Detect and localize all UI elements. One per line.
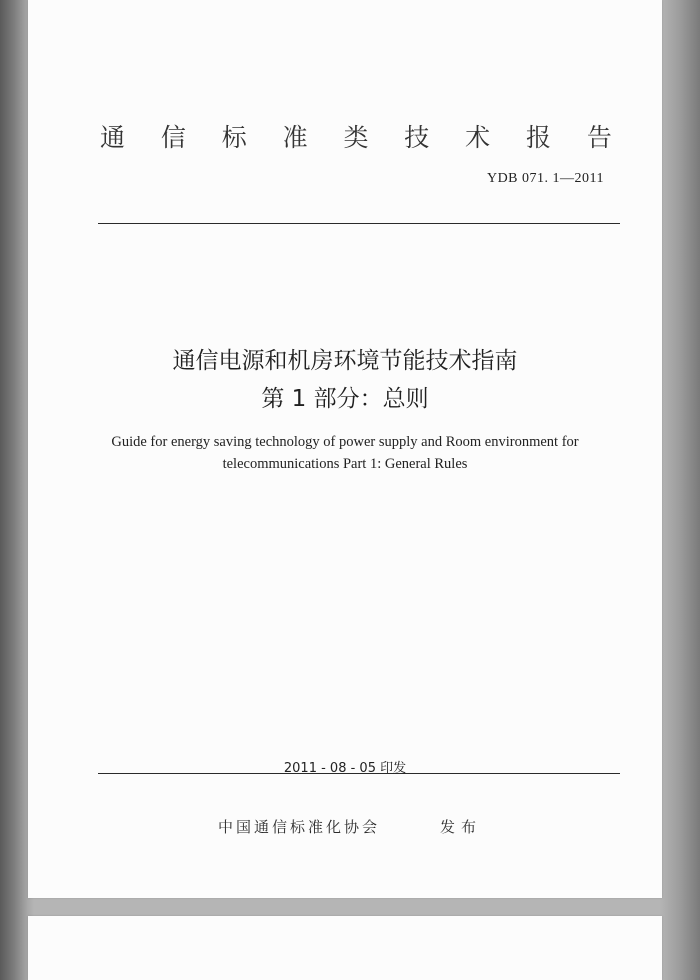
- report-type-char: 告: [586, 123, 612, 152]
- next-page-edge: [28, 916, 662, 980]
- document-number: YDB 071. 1—2011: [486, 171, 604, 186]
- report-type-char: 信: [160, 123, 186, 152]
- report-type-char: 报: [526, 123, 552, 152]
- header-divider: [98, 223, 620, 224]
- report-type-char: 通: [100, 123, 126, 152]
- issue-date: 2011 - 08 - 05 印发: [283, 761, 407, 776]
- footer-divider: [98, 773, 620, 774]
- title-cn-line2: 第 1 部分：总则: [261, 386, 429, 412]
- title-cn-line1: 通信电源和机房环境节能技术指南: [172, 348, 518, 374]
- report-type-char: 准: [282, 123, 308, 152]
- report-type-char: 技: [404, 123, 430, 152]
- title-en-line1: Guide for energy saving technology of power supply and Room environment for: [111, 434, 579, 450]
- report-type-char: 类: [343, 123, 369, 152]
- publish-label: 发布: [440, 818, 483, 836]
- report-type-char: 术: [465, 123, 491, 152]
- document-cover-page: [28, 0, 662, 898]
- report-type-char: 标: [221, 123, 247, 152]
- report-type-heading: [100, 118, 612, 154]
- title-en-line2: telecommunications Part 1: General Rules: [222, 456, 468, 472]
- publisher-name: 中国通信标准化协会: [218, 818, 381, 836]
